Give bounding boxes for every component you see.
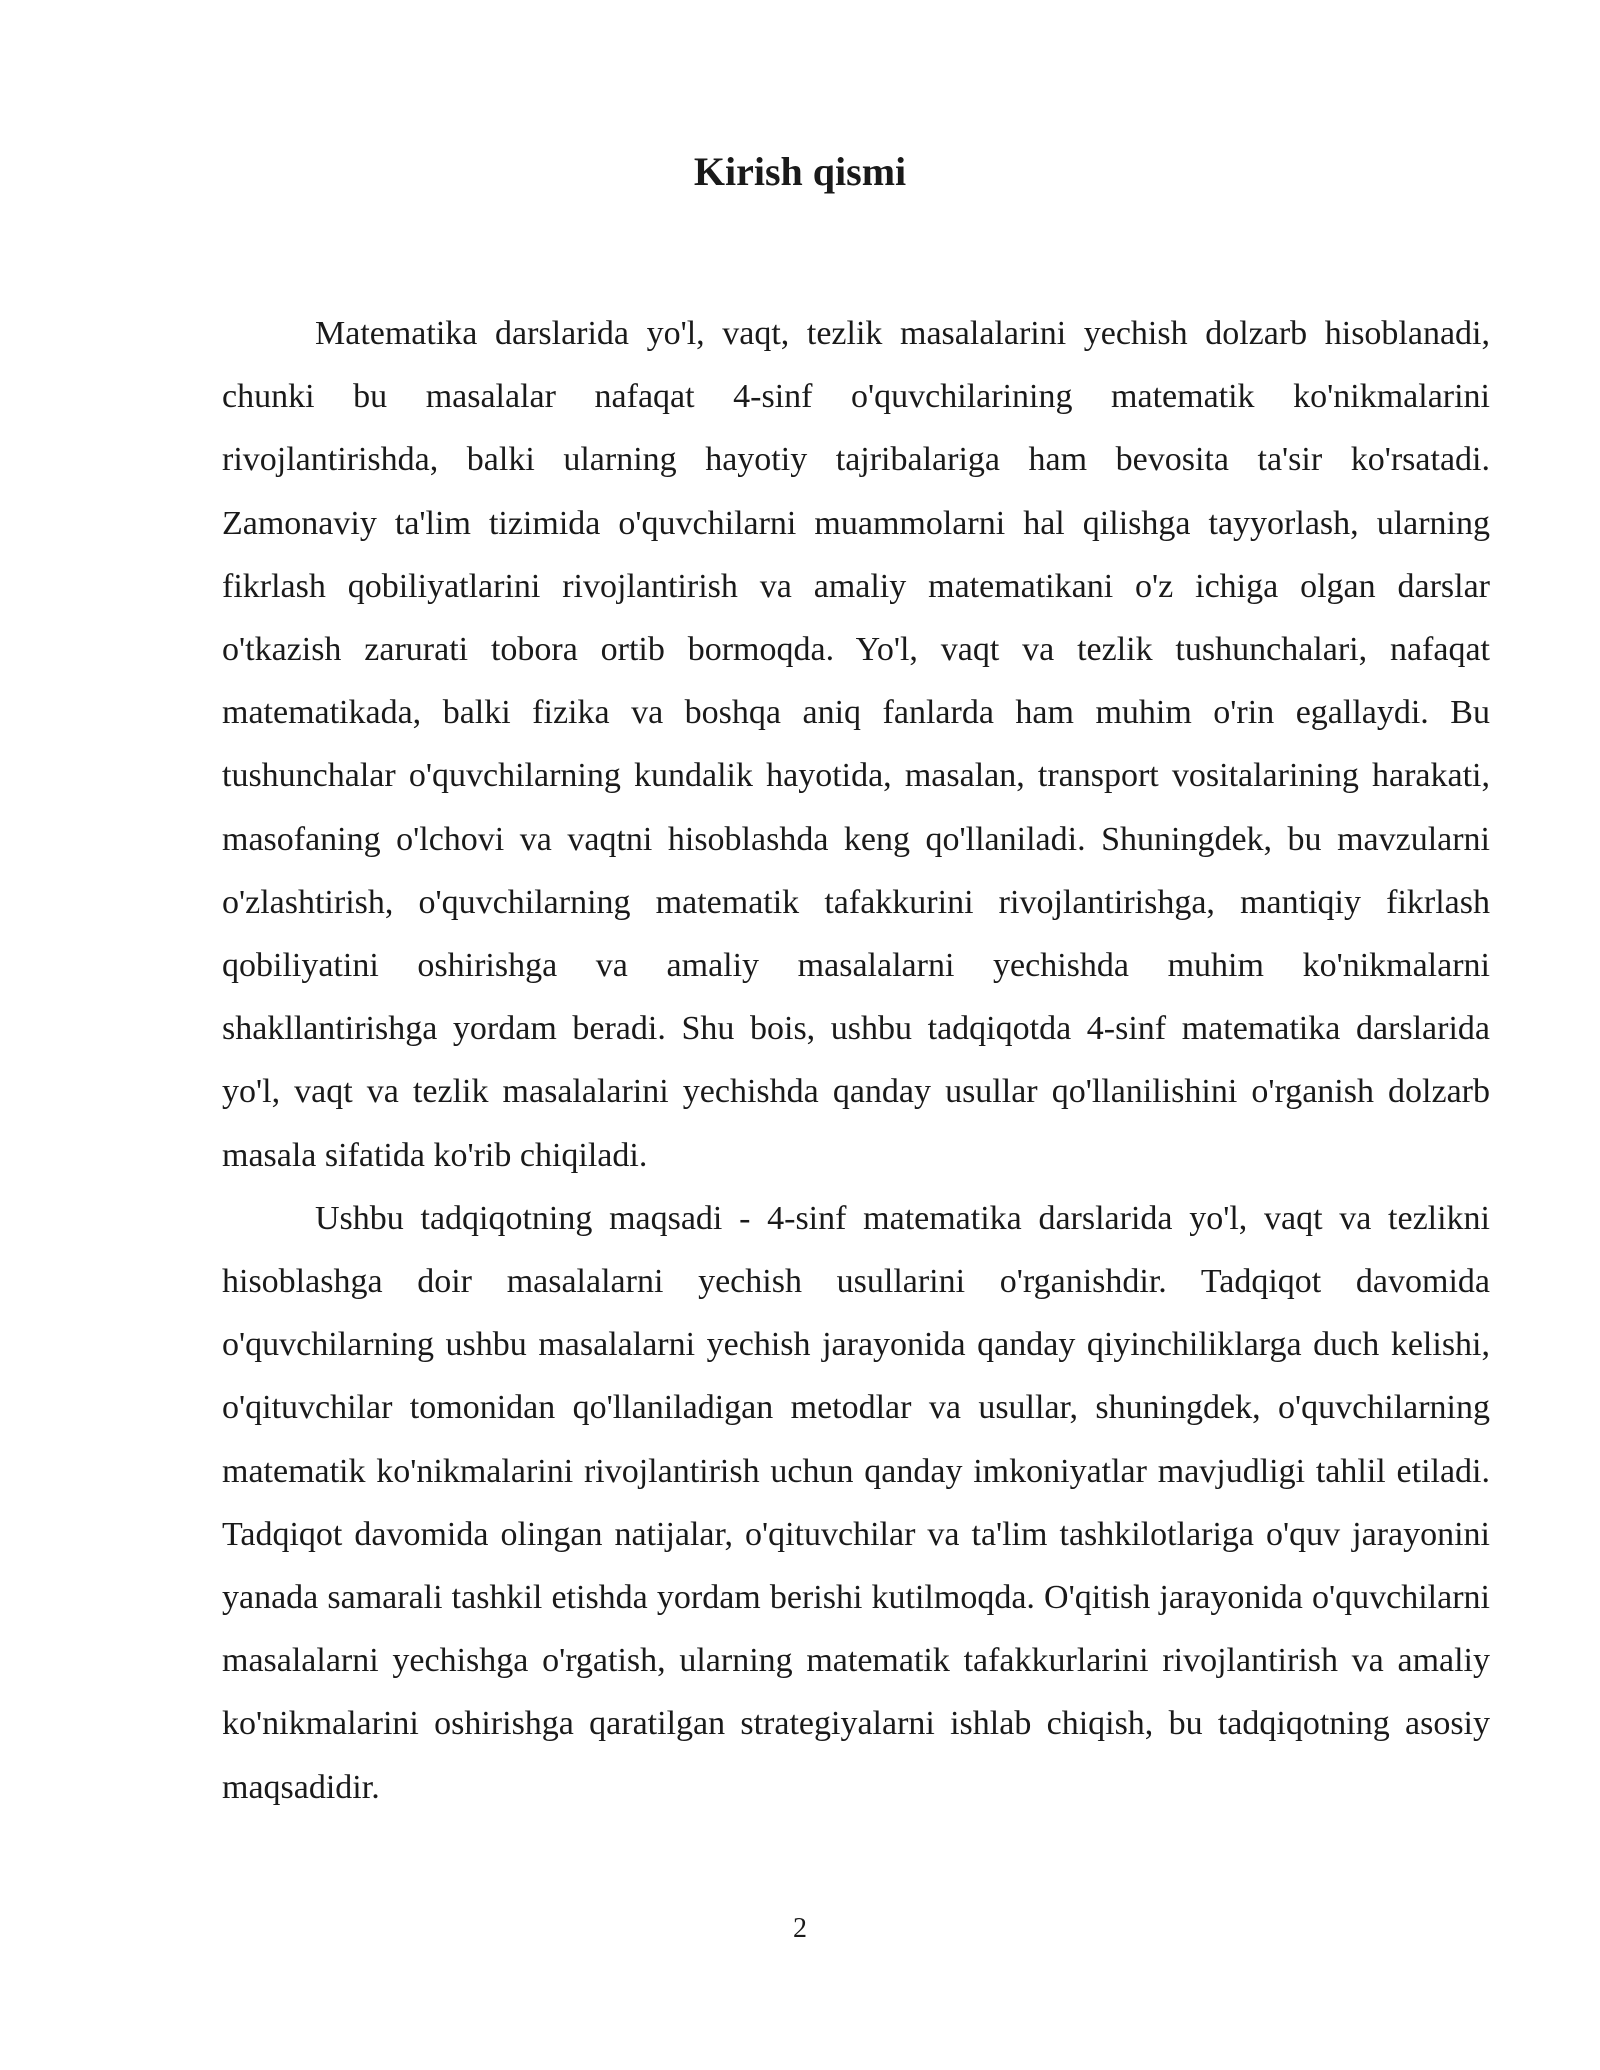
page-title: Kirish qismi (693, 149, 907, 194)
paragraph-introduction: Matematika darslarida yo'l, vaqt, tezlik masalalarini yechish dolzarb hisoblanadi, chunki bu masalalar nafaqat 4-sinf o'quvchilarining matematik ko'nikmalarini rivojlantirishda, balki ularning hayotiy tajribalariga ham bevosita ta'sir ko'rsatadi. Zamonaviy ta'lim tizimida o'quvchilarni muammolarni hal qilishga tayyorlash, ularning fikrlash qobiliyatlarini rivojlantirish va amaliy matematikani o'z ichiga olgan darslar o'tkazish zarurati tobora ortib bormoqda. Yo'l, vaqt va tezlik tushunchalari, nafaqat matematikada, balki fizika va boshqa aniq fanlarda ham muhim o'rin egallaydi. Bu tushunchalar o'quvchilarning kundalik hayotida, masalan, transport vositalarining harakati, masofaning o'lchovi va vaqtni hisoblashda keng qo'llaniladi. Shuningdek, bu mavzularni o'zlashtirish, o'quvchilarning matematik tafakkurini rivojlantirishga, mantiqiy fikrlash qobiliyatini oshirishga va amaliy masalalarni yechishda muhim ko'nikmalarni shakllantirishga yordam beradi. Shu bois, ushbu tadqiqotda 4-sinf matematika darslarida yo'l, vaqt va tezlik masalalarini yechishda qanday usullar qo'llanilishini o'rganish dolzarb masala sifatida ko'rib chiqiladi. (222, 315, 1490, 1174)
paragraph-research-goal: Ushbu tadqiqotning maqsadi - 4-sinf matematika darslarida yo'l, vaqt va tezlikni hisoblashga doir masalalarni yechish usullarini o'rganishdir. Tadqiqot davomida o'quvchilarning ushbu masalalarni yechish jarayonida qanday qiyinchiliklarga duch kelishi, o'qituvchilar tomonidan qo'llaniladigan metodlar va usullar, shuningdek, o'quvchilarning matematik ko'nikmalarini rivojlantirish uchun qanday imkoniyatlar mavjudligi tahlil etiladi. Tadqiqot davomida olingan natijalar, o'qituvchilar va ta'lim tashkilotlariga o'quv jarayonini yanada samarali tashkil etishda yordam berishi kutilmoqda. O'qitish jarayonida o'quvchilarni masalalarni yechishga o'rgatish, ularning matematik tafakkurlarini rivojlantirish va amaliy ko'nikmalarini oshirishga qaratilgan strategiyalarni ishlab chiqish, bu tadqiqotning asosiy maqsadidir. (222, 1199, 1490, 1806)
body-text (222, 302, 1490, 1819)
page-number: 2 (793, 1913, 807, 1944)
